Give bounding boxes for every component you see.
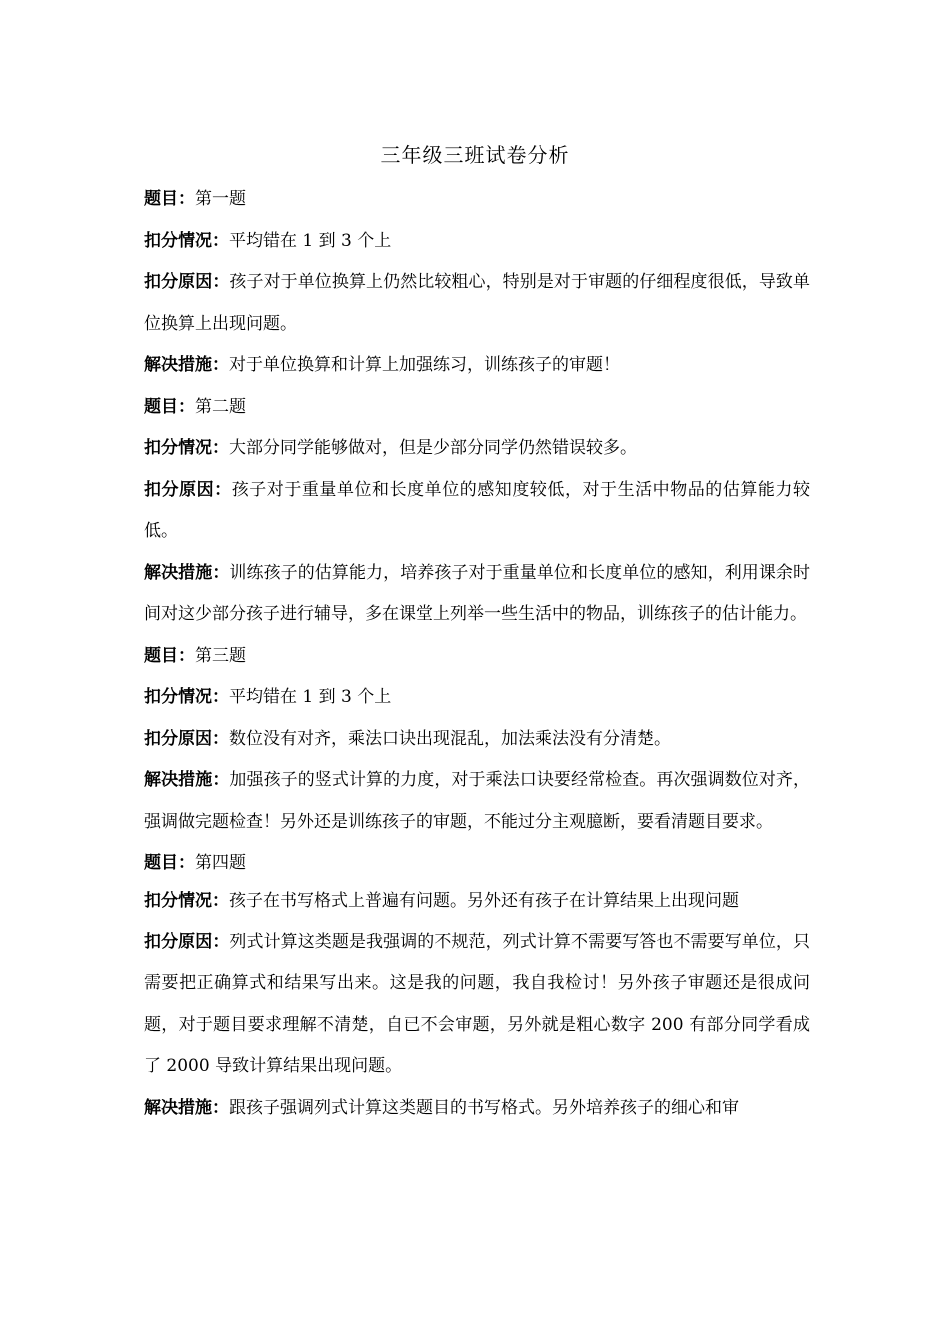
deduction-label: 扣分情况： bbox=[144, 230, 229, 251]
reason-label: 扣分原因： bbox=[144, 272, 230, 292]
document-title: 三年级三班试卷分析 bbox=[380, 143, 570, 167]
measure-value: 跟孩子强调列式计算这类题目的书写格式。另外培养孩子的细心和审 bbox=[229, 1097, 739, 1118]
deduction-value: 平均错在 1 到 3 个上 bbox=[229, 230, 392, 251]
reason-value: 孩子对于重量单位和长度单位的感知度较低，对于生活中物品的估算能力较低。 bbox=[144, 479, 810, 541]
reason-label: 扣分原因： bbox=[144, 931, 230, 952]
deduction-4-row bbox=[144, 885, 810, 918]
reason-1-row bbox=[144, 262, 810, 345]
topic-value: 第三题 bbox=[195, 645, 246, 666]
deduction-label: 扣分情况： bbox=[144, 687, 229, 707]
deduction-label: 扣分情况： bbox=[144, 890, 229, 911]
topic-2-row bbox=[144, 387, 810, 429]
measure-3-row bbox=[144, 760, 810, 843]
measure-4-row bbox=[144, 1088, 810, 1130]
reason-value: 数位没有对齐，乘法口诀出现混乱，加法乘法没有分清楚。 bbox=[229, 728, 671, 749]
topic-3-row bbox=[144, 636, 810, 678]
topic-4-row bbox=[144, 843, 810, 885]
reason-label: 扣分原因： bbox=[144, 728, 229, 749]
topic-value: 第二题 bbox=[195, 396, 246, 417]
reason-value: 孩子对于单位换算上仍然比较粗心，特别是对于审题的仔细程度很低，导致单位换算上出现问题。 bbox=[144, 272, 811, 334]
measure-1-row bbox=[144, 345, 810, 387]
reason-3-row bbox=[144, 719, 810, 761]
topic-value: 第一题 bbox=[195, 189, 246, 209]
topic-label: 题目： bbox=[144, 645, 195, 666]
measure-label: 解决措施： bbox=[144, 562, 230, 583]
topic-label: 题目： bbox=[144, 853, 195, 873]
deduction-2-row bbox=[144, 428, 810, 470]
document-body bbox=[144, 179, 810, 1129]
reason-label: 扣分原因： bbox=[144, 479, 232, 500]
deduction-3-row bbox=[144, 677, 810, 719]
reason-value: 列式计算这类题是我强调的不规范，列式计算不需要写答也不需要写单位，只需要把正确算式和结果写出来。这是我的问题，我自我检讨！另外孩子审题还是很成问题，对于题目要求理解不清楚，自已不会审题，另外就是粗心数字 200 有部分同学看成了 2000 导致计算结果出现问题。 bbox=[144, 931, 811, 1076]
deduction-value: 孩子在书写格式上普遍有问题。另外还有孩子在计算结果上出现问题 bbox=[229, 890, 739, 911]
topic-label: 题目： bbox=[144, 396, 195, 417]
measure-label: 解决措施： bbox=[144, 355, 229, 375]
topic-1-row bbox=[144, 179, 810, 221]
reason-4-row bbox=[144, 922, 810, 1088]
deduction-1-row bbox=[144, 221, 810, 263]
deduction-label: 扣分情况： bbox=[144, 438, 229, 458]
measure-value: 对于单位换算和计算上加强练习，训练孩子的审题！ bbox=[229, 355, 620, 375]
measure-label: 解决措施： bbox=[144, 1097, 229, 1118]
topic-value: 第四题 bbox=[195, 853, 246, 873]
measure-value: 训练孩子的估算能力，培养孩子对于重量单位和长度单位的感知，利用课余时间对这少部分孩子进行辅导，多在课堂上列举一些生活中的物品，训练孩子的估计能力。 bbox=[144, 562, 811, 624]
measure-value: 加强孩子的竖式计算的力度，对于乘法口诀要经常检查。再次强调数位对齐，强调做完题检查！另外还是训练孩子的审题，不能过分主观臆断，要看清题目要求。 bbox=[144, 770, 811, 832]
measure-label: 解决措施： bbox=[144, 770, 230, 790]
measure-2-row bbox=[144, 553, 810, 636]
topic-label: 题目： bbox=[144, 189, 195, 209]
reason-2-row bbox=[144, 470, 810, 553]
deduction-value: 大部分同学能够做对，但是少部分同学仍然错误较多。 bbox=[229, 438, 637, 458]
deduction-value: 平均错在 1 到 3 个上 bbox=[229, 687, 392, 707]
